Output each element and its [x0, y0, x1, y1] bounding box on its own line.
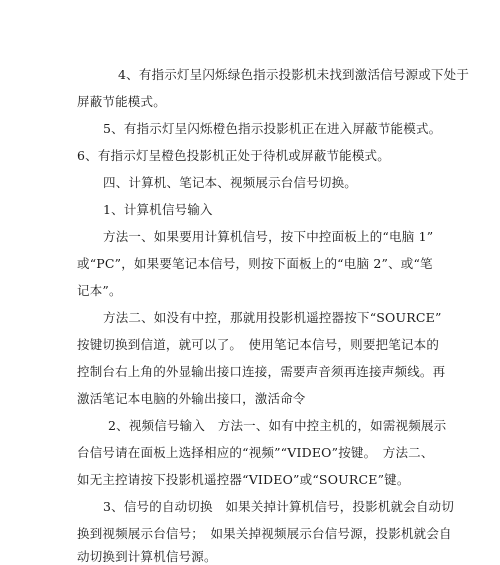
paragraph-auto-switch-cont-1: 换到视频展示台信号； 如果关掉视频展示台信号源，投影机就会自 [77, 526, 452, 541]
paragraph-indicator-4: 4、有指示灯呈闪烁绿色指示投影机未找到激活信号源或下处于 [118, 67, 470, 82]
paragraph-auto-switch-cont-2: 动切换到计算机信号源。 [77, 549, 217, 564]
paragraph-method-2-cont-3: 激活笔记本电脑的外输出接口，激活命令 [77, 391, 306, 406]
paragraph-video-signal-cont-1: 台信号请在面板上选择相应的“视频”“VIDEO”按键。 方法二、 [77, 445, 434, 460]
paragraph-indicator-6: 6、有指示灯呈橙色投影机正处于待机或屏蔽节能模式。 [77, 148, 390, 163]
paragraph-method-1-cont-2: 记本”。 [77, 283, 122, 298]
paragraph-method-2-cont-1: 按键切换到信道，就可以了。 使用笔记本信号，则要把笔记本的 [77, 337, 440, 352]
paragraph-method-2-cont-2: 控制台右上角的外显输出接口连接，需要声音须再连接声频线。再 [77, 364, 446, 379]
paragraph-method-1-cont-1: 或“PC”，如果要笔记本信号，则按下面板上的“电脑 2”、或“笔 [77, 256, 433, 271]
paragraph-method-2: 方法二、如没有中控，那就用投影机遥控器按下“SOURCE” [103, 310, 442, 325]
paragraph-video-signal-cont-2: 如无主控请按下投影机遥控器“VIDEO”或“SOURCE”键。 [77, 472, 410, 487]
paragraph-method-1: 方法一、如果要用计算机信号，按下中控面板上的“电脑 1” [103, 229, 434, 244]
paragraph-indicator-4-cont: 屏蔽节能模式。 [77, 94, 166, 109]
paragraph-indicator-5: 5、有指示灯呈闪烁橙色指示投影机正在进入屏蔽节能模式。 [103, 121, 442, 136]
subheading-computer-signal: 1、计算机信号输入 [103, 202, 213, 217]
paragraph-video-signal: 2、视频信号输入 方法一、如有中控主机的，如需视频展示 [108, 418, 447, 433]
paragraph-auto-switch: 3、信号的自动切换 如果关掉计算机信号，投影机就会自动切 [103, 499, 455, 514]
section-heading-4: 四、计算机、笔记本、视频展示台信号切换。 [103, 175, 358, 190]
